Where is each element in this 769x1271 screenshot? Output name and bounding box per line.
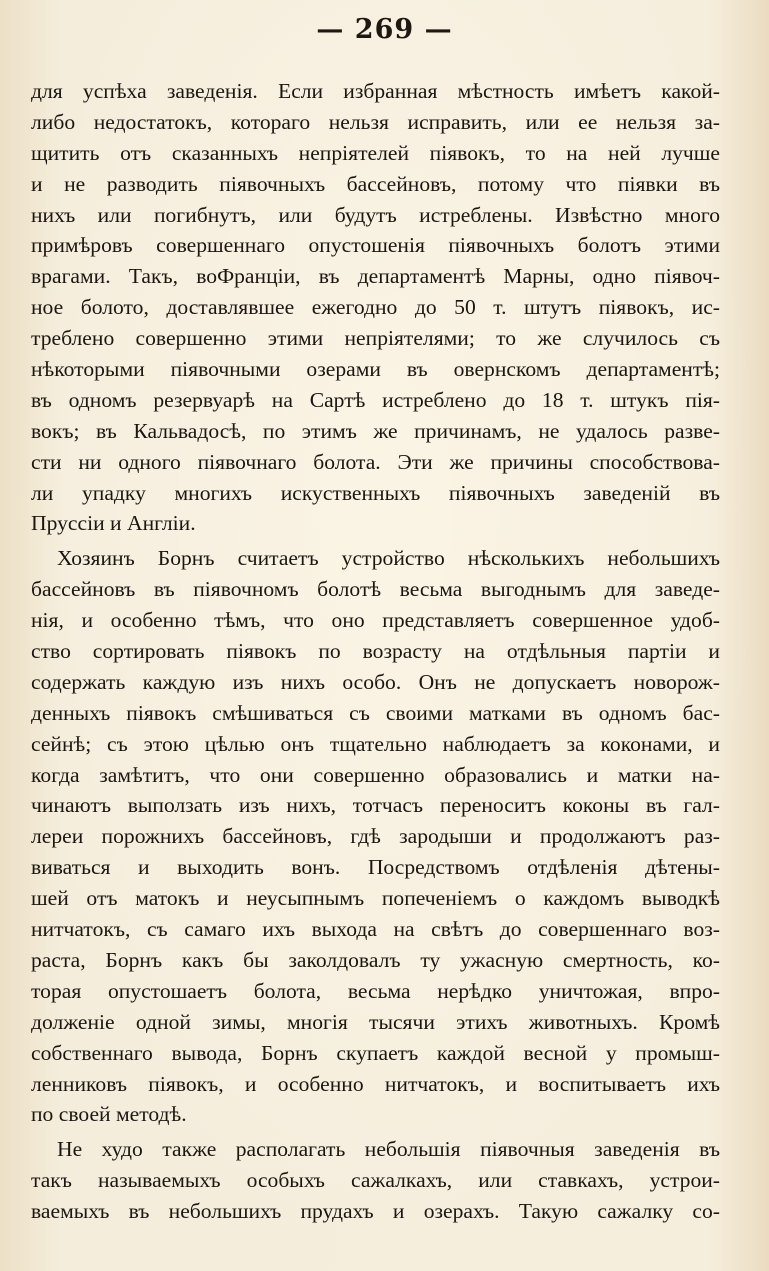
text-line: ваемыхъ въ небольшихъ прудахъ и озерахъ. Такую сажалку со- bbox=[31, 1199, 720, 1224]
text-line: нія, и особенно тѣмъ, что оно представляетъ совершенное удоб- bbox=[31, 608, 720, 633]
text-line: ли упадку многихъ искуственныхъ піявочныхъ заведеній въ bbox=[31, 480, 720, 505]
text-line: по своей методѣ. bbox=[31, 1102, 187, 1127]
text-line: и не разводить піявочныхъ бассейновъ, потому что піявки въ bbox=[31, 171, 720, 196]
text-line: Пруссіи и Англіи. bbox=[31, 511, 196, 536]
text-line: лереи порожнихъ бассейновъ, гдѣ зародыши и продолжаютъ раз- bbox=[31, 824, 720, 849]
text-line: виваться и выходить вонъ. Посредствомъ отдѣленія дѣтены- bbox=[31, 855, 720, 880]
text-line: когда замѣтитъ, что они совершенно образовались и матки на- bbox=[31, 762, 720, 787]
text-line: для успѣха заведенія. Если избранная мѣстность имѣетъ какой- bbox=[31, 79, 720, 103]
text-line: ленниковъ піявокъ, и особенно нитчатокъ, и воспитываетъ ихъ bbox=[31, 1071, 720, 1096]
text-line: Хозяинъ Борнъ считаетъ устройство нѣсколькихъ небольшихъ bbox=[57, 546, 720, 571]
text-line: въ одномъ резервуарѣ на Сартѣ истреблено до 18 т. штукъ пія- bbox=[31, 387, 720, 412]
text-line: сти ни одного піявочнаго болота. Эти же причины способствова- bbox=[31, 449, 720, 474]
text-line: ное болото, доставлявшее ежегодно до 50 т. штутъ піявокъ, ис- bbox=[31, 295, 720, 320]
text-line: бассейновъ въ піявочномъ болотѣ весьма выгоднымъ для заведе- bbox=[31, 577, 720, 602]
text-line: вокъ; въ Кальвадосѣ, по этимъ же причинамъ, не удалось разве- bbox=[31, 418, 720, 443]
page-number: — 269 — bbox=[316, 14, 453, 45]
text-line: сейнѣ; съ этою цѣлью онъ тщательно наблюдаетъ за коконами, и bbox=[31, 731, 720, 756]
paragraph-3 bbox=[31, 1134, 720, 1227]
text-line: примѣровъ совершеннаго опустошенія піявочныхъ болотъ этими bbox=[31, 233, 720, 258]
text-line: либо недостатокъ, котораго нельзя исправить, или ее нельзя за- bbox=[31, 109, 720, 134]
text-line: треблено совершенно этими непріятелями; то же случилось съ bbox=[31, 326, 720, 351]
text-line: торая опустошаетъ болота, весьма нерѣдко уничтожая, впро- bbox=[31, 978, 720, 1003]
paragraph-1 bbox=[31, 76, 720, 539]
text-line: нихъ или погибнутъ, или будутъ истреблены. Извѣстно много bbox=[31, 202, 720, 227]
text-line: нѣкоторыми піявочными озерами въ овернскомъ департаментѣ; bbox=[31, 357, 720, 382]
text-line: щитить отъ сказанныхъ непріятелей піявокъ, то на ней лучше bbox=[31, 140, 720, 165]
text-line: нитчатокъ, съ самаго ихъ выхода на свѣтъ до совершеннаго воз- bbox=[31, 917, 720, 942]
text-line: шей отъ матокъ и неусыпнымъ попеченіемъ о каждомъ выводкѣ bbox=[31, 886, 720, 911]
text-line: содержать каждую изъ нихъ особо. Онъ не допускаетъ новорож- bbox=[31, 669, 720, 694]
paragraph-2 bbox=[31, 543, 720, 1130]
text-line: денныхъ піявокъ смѣшиваться съ своими матками въ одномъ бас- bbox=[31, 700, 720, 725]
text-line: врагами. Такъ, воФранціи, въ департаментѣ Марны, одно піявоч- bbox=[31, 264, 720, 289]
text-line: такъ называемыхъ особыхъ сажалкахъ, или ставкахъ, устрои- bbox=[31, 1168, 720, 1193]
text-line: долженіе одной зимы, многія тысячи этихъ животныхъ. Кромѣ bbox=[31, 1009, 720, 1034]
text-line: чинаютъ выползать изъ нихъ, тотчасъ переноситъ коконы въ гал- bbox=[31, 793, 720, 818]
text-line: собственнаго вывода, Борнъ скупаетъ каждой весной у промыш- bbox=[31, 1040, 720, 1065]
text-line: раста, Борнъ какъ бы заколдовалъ ту ужасную смертность, ко- bbox=[31, 947, 720, 972]
text-line: Не худо также располагать небольшія піявочныя заведенія въ bbox=[57, 1137, 720, 1162]
body-text bbox=[31, 76, 720, 1227]
text-line: ство сортировать піявокъ по возрасту на отдѣльныя партіи и bbox=[31, 639, 720, 664]
